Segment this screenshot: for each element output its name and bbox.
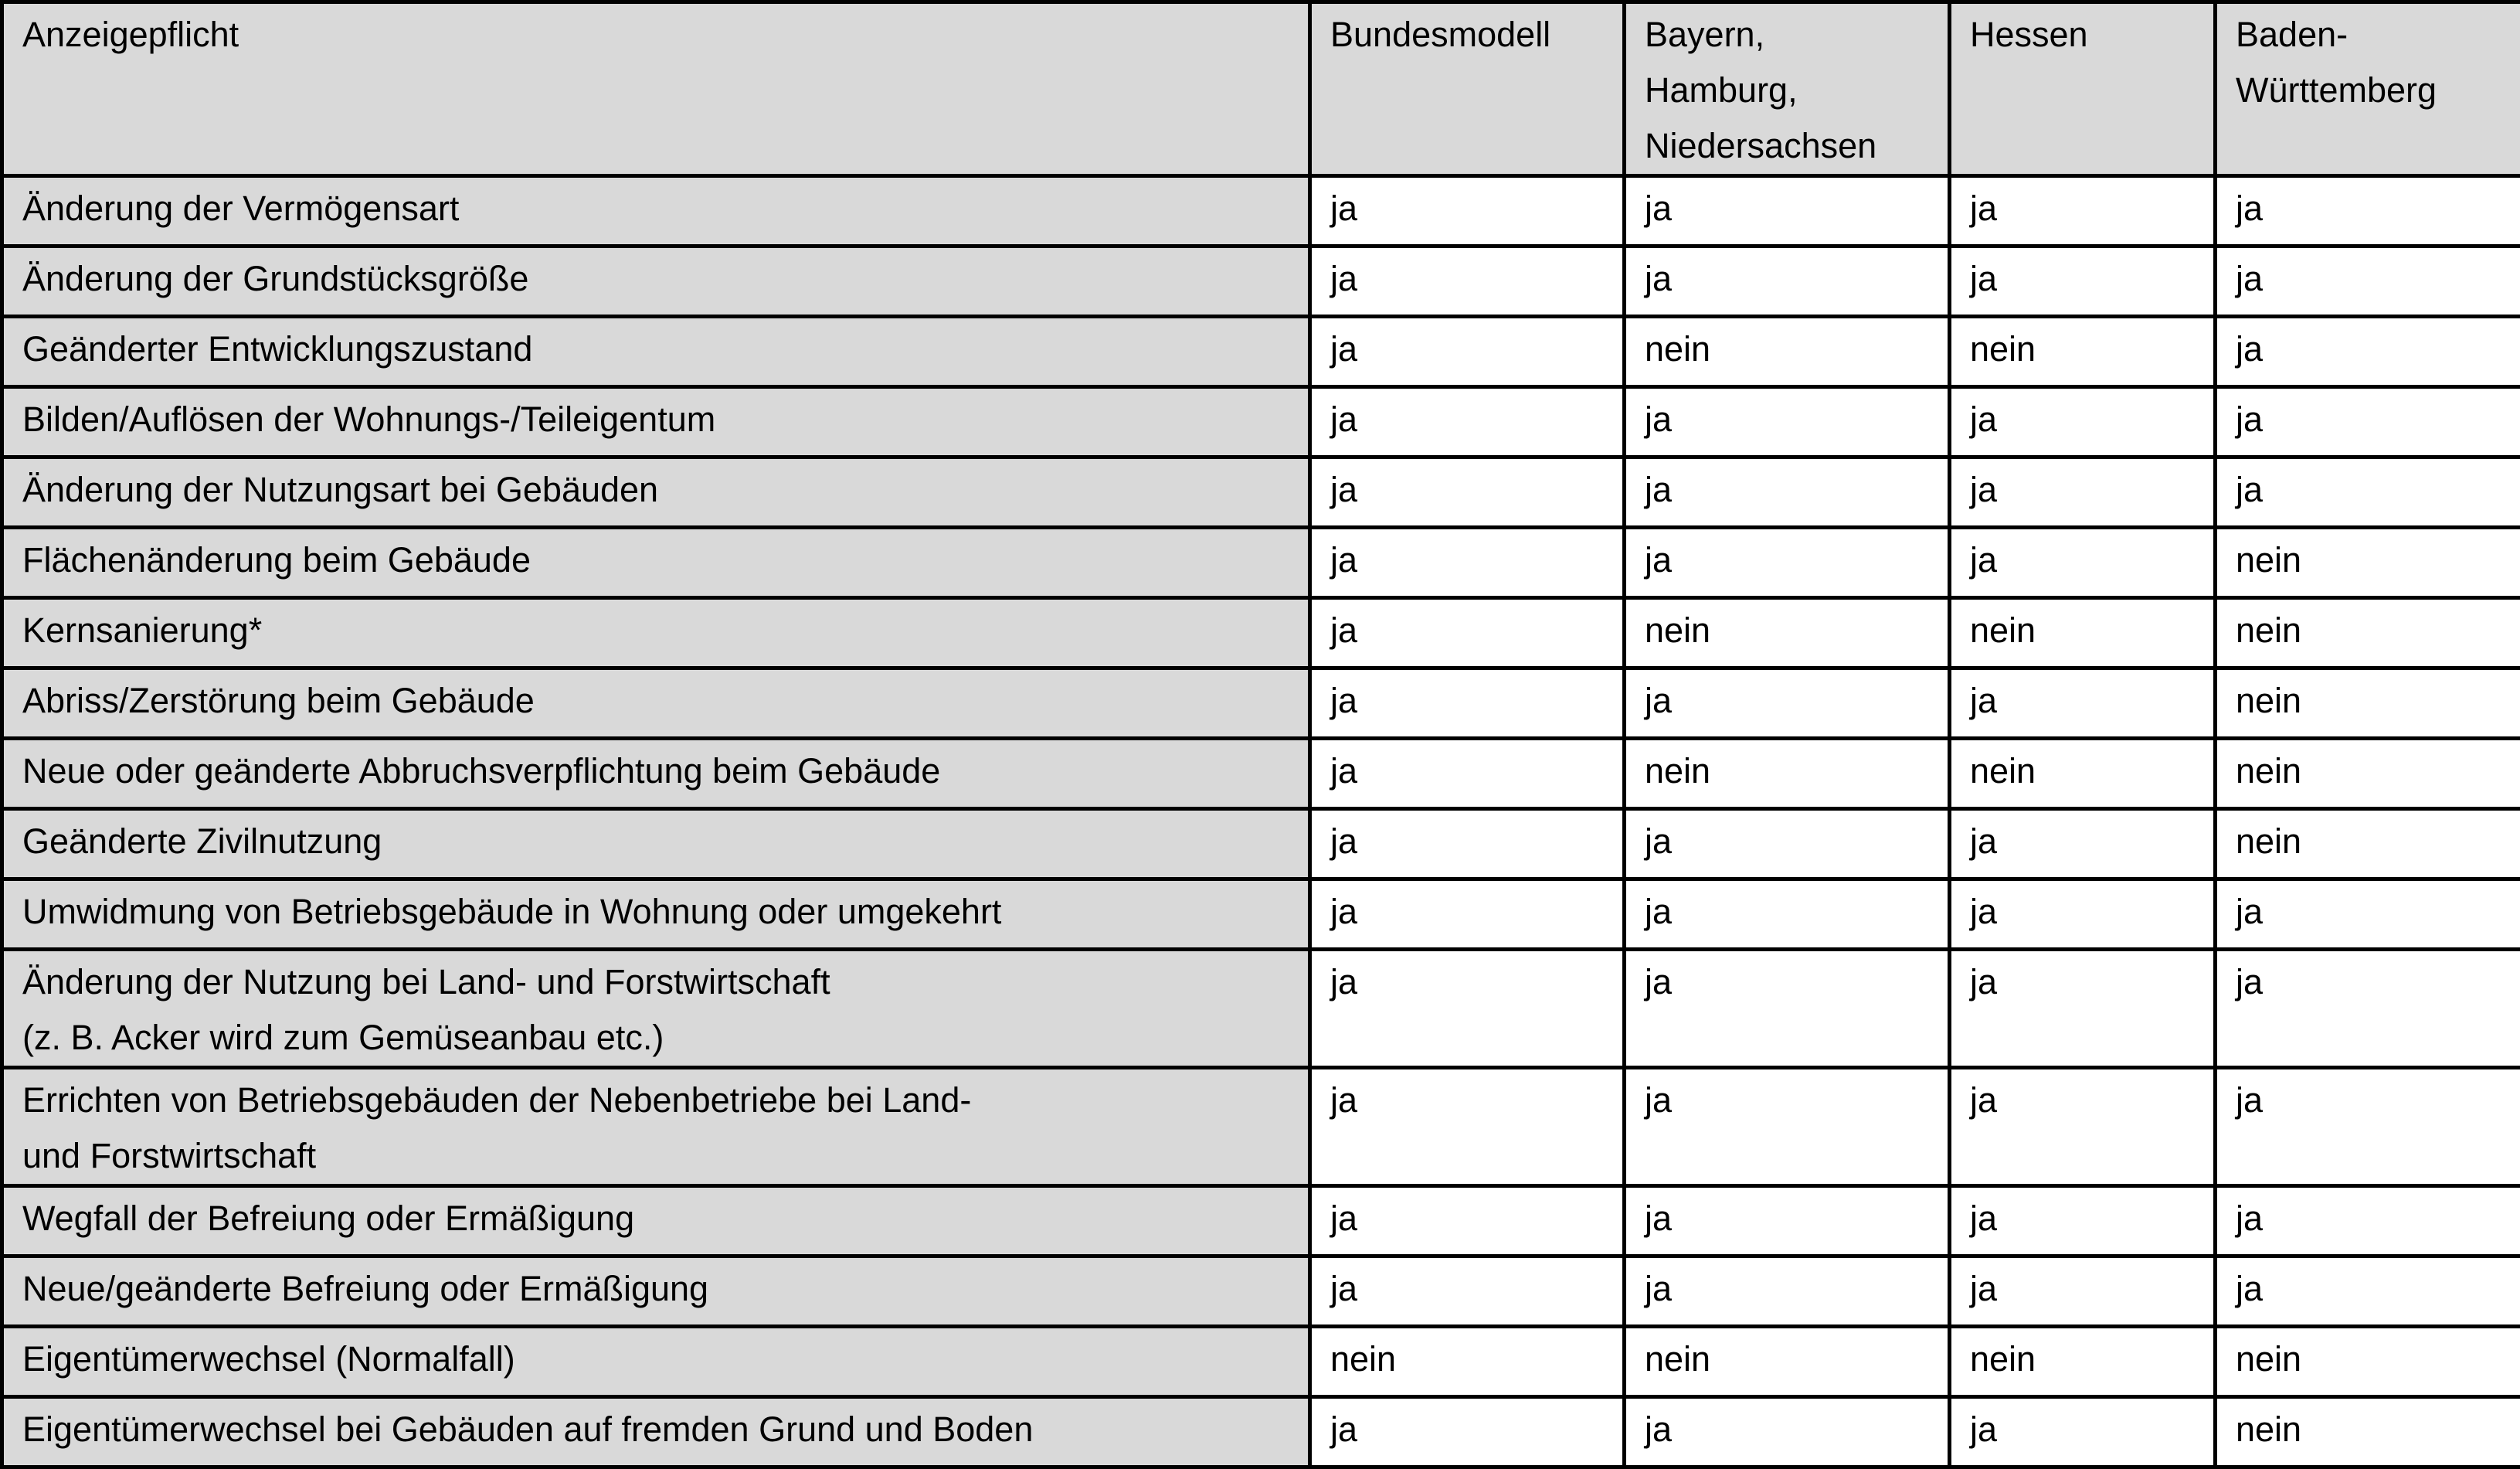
value-cell (1950, 1397, 2216, 1467)
value-cell (1950, 528, 2216, 598)
value-cell (2216, 1327, 2520, 1397)
row-label: Flächenänderung beim Gebäude (22, 532, 1289, 588)
cell-value: ja (2236, 392, 2501, 447)
cell-value: nein (1970, 743, 2195, 799)
table-row (2, 1397, 2520, 1467)
value-cell (1310, 457, 1625, 528)
cell-value: nein (2236, 673, 2501, 729)
row-label: und Forstwirtschaft (22, 1128, 1289, 1184)
row-label-cell (2, 739, 1310, 809)
table-row (2, 879, 2520, 950)
cell-value: ja (2236, 884, 2501, 940)
value-cell (1310, 950, 1625, 1068)
row-label: (z. B. Acker wird zum Gemüseanbau etc.) (22, 1010, 1289, 1066)
cell-value: ja (2236, 1191, 2501, 1246)
cell-value: ja (1645, 1261, 1929, 1317)
value-cell (1625, 247, 1950, 317)
cell-value: nein (1645, 603, 1929, 658)
cell-value: ja (1330, 1073, 1604, 1128)
value-cell (1625, 1256, 1950, 1327)
cell-value: ja (2236, 321, 2501, 377)
value-cell (1625, 387, 1950, 457)
value-cell (1950, 387, 2216, 457)
cell-value: ja (2236, 462, 2501, 518)
cell-value: ja (1330, 251, 1604, 307)
cell-value: ja (1330, 1402, 1604, 1457)
cell-value: ja (1330, 603, 1604, 658)
table-row (2, 387, 2520, 457)
cell-value: nein (2236, 1402, 2501, 1457)
value-cell (1950, 1068, 2216, 1186)
row-label-cell (2, 809, 1310, 879)
table-row (2, 1327, 2520, 1397)
value-cell (1625, 528, 1950, 598)
header-cell-baden-wuerttemberg (2216, 2, 2520, 176)
value-cell (1310, 528, 1625, 598)
value-cell (1625, 457, 1950, 528)
row-label-cell (2, 317, 1310, 387)
value-cell (1950, 317, 2216, 387)
row-label: Kernsanierung* (22, 603, 1289, 658)
cell-value: nein (2236, 743, 2501, 799)
cell-value: nein (2236, 603, 2501, 658)
table-header-row (2, 2, 2520, 176)
row-label-cell (2, 528, 1310, 598)
cell-value: nein (2236, 814, 2501, 869)
cell-value: ja (1330, 321, 1604, 377)
cell-value: nein (1645, 1331, 1929, 1387)
cell-value: ja (1970, 814, 2195, 869)
cell-value: ja (1645, 462, 1929, 518)
table-row (2, 176, 2520, 247)
row-label: Bilden/Auflösen der Wohnungs-/Teileigentum (22, 392, 1289, 447)
value-cell (1625, 1068, 1950, 1186)
header-label-line: Württemberg (2236, 63, 2501, 118)
cell-value: ja (2236, 1073, 2501, 1128)
header-label-line: Niedersachsen (1645, 118, 1929, 174)
row-label: Geänderter Entwicklungszustand (22, 321, 1289, 377)
table-row (2, 247, 2520, 317)
cell-value: ja (1645, 1402, 1929, 1457)
value-cell (2216, 598, 2520, 668)
cell-value: ja (1970, 1191, 2195, 1246)
value-cell (1310, 1397, 1625, 1467)
row-label: Errichten von Betriebsgebäuden der Nebenbetriebe bei Land- (22, 1073, 1289, 1128)
cell-value: ja (1970, 1073, 2195, 1128)
value-cell (1310, 668, 1625, 739)
cell-value: ja (1330, 884, 1604, 940)
value-cell (1310, 317, 1625, 387)
value-cell (1950, 879, 2216, 950)
value-cell (1310, 176, 1625, 247)
value-cell (2216, 457, 2520, 528)
cell-value: nein (1645, 321, 1929, 377)
header-label-line: Hamburg, (1645, 63, 1929, 118)
cell-value: ja (1330, 743, 1604, 799)
cell-value: ja (1970, 392, 2195, 447)
table-row (2, 950, 2520, 1068)
value-cell (2216, 1256, 2520, 1327)
cell-value: ja (1645, 814, 1929, 869)
cell-value: ja (1970, 1402, 2195, 1457)
value-cell (1310, 1327, 1625, 1397)
row-label-cell (2, 598, 1310, 668)
cell-value: ja (1330, 954, 1604, 1010)
header-label-line: Baden- (2236, 7, 2501, 63)
value-cell (2216, 387, 2520, 457)
row-label: Änderung der Nutzungsart bei Gebäuden (22, 462, 1289, 518)
value-cell (1950, 598, 2216, 668)
cell-value: ja (1645, 1191, 1929, 1246)
value-cell (1310, 247, 1625, 317)
row-label: Neue oder geänderte Abbruchsverpflichtung beim Gebäude (22, 743, 1289, 799)
table-row (2, 528, 2520, 598)
value-cell (1950, 950, 2216, 1068)
row-label: Geänderte Zivilnutzung (22, 814, 1289, 869)
cell-value: ja (1645, 673, 1929, 729)
cell-value: ja (2236, 181, 2501, 236)
cell-value: ja (1970, 884, 2195, 940)
cell-value: ja (1645, 251, 1929, 307)
value-cell (2216, 879, 2520, 950)
cell-value: ja (1330, 181, 1604, 236)
cell-value: ja (2236, 954, 2501, 1010)
header-label: Hessen (1970, 7, 2195, 63)
row-label-cell (2, 1397, 1310, 1467)
cell-value: ja (1645, 954, 1929, 1010)
value-cell (2216, 528, 2520, 598)
value-cell (1310, 739, 1625, 809)
value-cell (1950, 1186, 2216, 1256)
value-cell (1310, 1256, 1625, 1327)
cell-value: nein (1645, 743, 1929, 799)
cell-value: ja (1970, 1261, 2195, 1317)
header-cell-hessen (1950, 2, 2216, 176)
row-label: Wegfall der Befreiung oder Ermäßigung (22, 1191, 1289, 1246)
row-label: Eigentümerwechsel bei Gebäuden auf fremden Grund und Boden (22, 1402, 1289, 1457)
value-cell (2216, 668, 2520, 739)
table-row (2, 457, 2520, 528)
cell-value: ja (1645, 532, 1929, 588)
row-label-cell (2, 1256, 1310, 1327)
cell-value: nein (2236, 532, 2501, 588)
cell-value: ja (1970, 673, 2195, 729)
cell-value: ja (1330, 1191, 1604, 1246)
row-label: Umwidmung von Betriebsgebäude in Wohnung oder umgekehrt (22, 884, 1289, 940)
row-label-cell (2, 668, 1310, 739)
value-cell (1950, 809, 2216, 879)
value-cell (1625, 176, 1950, 247)
table-row (2, 668, 2520, 739)
value-cell (1950, 457, 2216, 528)
row-label-cell (2, 1186, 1310, 1256)
cell-value: ja (1330, 392, 1604, 447)
table-row (2, 1068, 2520, 1186)
value-cell (1310, 1186, 1625, 1256)
cell-value: ja (2236, 251, 2501, 307)
header-cell-bundesmodell (1310, 2, 1625, 176)
value-cell (1950, 247, 2216, 317)
cell-value: ja (1970, 954, 2195, 1010)
header-label-line: Bayern, (1645, 7, 1929, 63)
cell-value: ja (1330, 814, 1604, 869)
cell-value: ja (1330, 462, 1604, 518)
value-cell (1310, 879, 1625, 950)
value-cell (2216, 739, 2520, 809)
value-cell (2216, 1186, 2520, 1256)
cell-value: nein (1330, 1331, 1604, 1387)
value-cell (1625, 879, 1950, 950)
row-label-cell (2, 1068, 1310, 1186)
value-cell (1625, 1327, 1950, 1397)
value-cell (1310, 387, 1625, 457)
table-row (2, 317, 2520, 387)
value-cell (2216, 176, 2520, 247)
value-cell (2216, 809, 2520, 879)
row-label-cell (2, 879, 1310, 950)
cell-value: nein (1970, 321, 2195, 377)
value-cell (1310, 809, 1625, 879)
value-cell (1950, 1327, 2216, 1397)
cell-value: nein (2236, 1331, 2501, 1387)
row-label: Neue/geänderte Befreiung oder Ermäßigung (22, 1261, 1289, 1317)
row-label-cell (2, 387, 1310, 457)
table-row (2, 739, 2520, 809)
cell-value: ja (1330, 532, 1604, 588)
row-label: Eigentümerwechsel (Normalfall) (22, 1331, 1289, 1387)
value-cell (1625, 668, 1950, 739)
row-label: Änderung der Vermögensart (22, 181, 1289, 236)
value-cell (2216, 950, 2520, 1068)
value-cell (1950, 1256, 2216, 1327)
cell-value: nein (1970, 1331, 2195, 1387)
value-cell (1950, 739, 2216, 809)
row-label: Änderung der Nutzung bei Land- und Forstwirtschaft (22, 954, 1289, 1010)
value-cell (1625, 739, 1950, 809)
cell-value: ja (2236, 1261, 2501, 1317)
value-cell (2216, 247, 2520, 317)
value-cell (1310, 1068, 1625, 1186)
cell-value: nein (1970, 603, 2195, 658)
table-row (2, 1186, 2520, 1256)
table-row (2, 598, 2520, 668)
cell-value: ja (1645, 392, 1929, 447)
row-label-cell (2, 1327, 1310, 1397)
row-label-cell (2, 247, 1310, 317)
value-cell (1950, 176, 2216, 247)
row-label-cell (2, 950, 1310, 1068)
cell-value: ja (1970, 251, 2195, 307)
value-cell (1950, 668, 2216, 739)
value-cell (2216, 1068, 2520, 1186)
value-cell (2216, 1397, 2520, 1467)
value-cell (1625, 809, 1950, 879)
cell-value: ja (1330, 1261, 1604, 1317)
table-row (2, 1256, 2520, 1327)
cell-value: ja (1645, 884, 1929, 940)
header-label: Bundesmodell (1330, 7, 1604, 63)
value-cell (2216, 317, 2520, 387)
value-cell (1310, 598, 1625, 668)
row-label: Abriss/Zerstörung beim Gebäude (22, 673, 1289, 729)
row-label: Änderung der Grundstücksgröße (22, 251, 1289, 307)
row-label-cell (2, 457, 1310, 528)
cell-value: ja (1970, 181, 2195, 236)
header-cell-bayern-hamburg-niedersachsen (1625, 2, 1950, 176)
cell-value: ja (1645, 1073, 1929, 1128)
row-label-cell (2, 176, 1310, 247)
value-cell (1625, 1186, 1950, 1256)
value-cell (1625, 317, 1950, 387)
table-body (2, 176, 2520, 1467)
value-cell (1625, 598, 1950, 668)
cell-value: ja (1645, 181, 1929, 236)
header-cell-anzeigepflicht (2, 2, 1310, 176)
header-label: Anzeigepflicht (22, 7, 1289, 63)
table-row (2, 809, 2520, 879)
cell-value: ja (1330, 673, 1604, 729)
value-cell (1625, 1397, 1950, 1467)
cell-value: ja (1970, 532, 2195, 588)
value-cell (1625, 950, 1950, 1068)
cell-value: ja (1970, 462, 2195, 518)
